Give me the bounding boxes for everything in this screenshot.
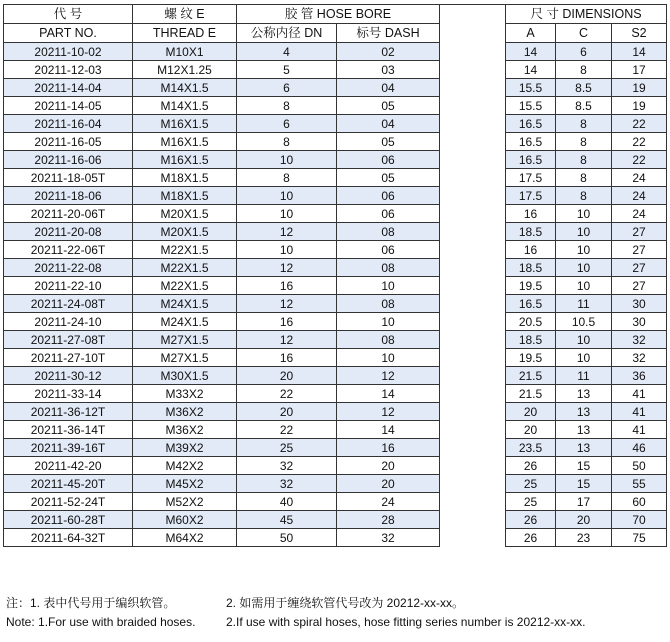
cell-dim-s2: 46 <box>612 439 667 457</box>
cell-thread: M18X1.5 <box>133 169 237 187</box>
cell-bore-dn: 10 <box>237 187 337 205</box>
table-row <box>4 277 667 295</box>
cell-bore-dn: 22 <box>237 385 337 403</box>
cell-dim-a: 19.5 <box>506 349 556 367</box>
cell-dim-s2: 55 <box>612 475 667 493</box>
column-gap <box>440 367 506 385</box>
cell-dim-a: 17.5 <box>506 169 556 187</box>
header-bore-dn: 公称内径 DN <box>237 24 337 43</box>
cell-dim-s2: 41 <box>612 403 667 421</box>
cell-dim-a: 19.5 <box>506 277 556 295</box>
cell-dim-s2: 30 <box>612 295 667 313</box>
cell-dim-c: 10 <box>556 241 612 259</box>
cell-part-no: 20211-18-06 <box>4 187 133 205</box>
cell-dim-a: 18.5 <box>506 259 556 277</box>
column-gap <box>440 493 506 511</box>
cell-part-no: 20211-30-12 <box>4 367 133 385</box>
cell-dim-a: 18.5 <box>506 331 556 349</box>
note-en-2: 2.If use with spiral hoses, hose fitting series number is 20212-xx-xx. <box>226 615 586 629</box>
column-gap <box>440 349 506 367</box>
cell-bore-dash: 20 <box>337 457 440 475</box>
cell-thread: M36X2 <box>133 403 237 421</box>
header-part-cn: 代 号 <box>4 5 133 24</box>
cell-bore-dash: 06 <box>337 205 440 223</box>
table-row <box>4 529 667 547</box>
note-cn-1: 注：1. 表中代号用于编织软管。 <box>6 596 176 610</box>
cell-part-no: 20211-24-08T <box>4 295 133 313</box>
cell-bore-dash: 24 <box>337 493 440 511</box>
cell-dim-c: 10 <box>556 223 612 241</box>
cell-dim-c: 8 <box>556 151 612 169</box>
cell-dim-c: 10 <box>556 331 612 349</box>
cell-thread: M12X1.25 <box>133 61 237 79</box>
cell-dim-s2: 75 <box>612 529 667 547</box>
table-row <box>4 511 667 529</box>
cell-bore-dash: 05 <box>337 133 440 151</box>
cell-bore-dn: 5 <box>237 61 337 79</box>
cell-part-no: 20211-45-20T <box>4 475 133 493</box>
column-gap <box>440 5 506 43</box>
cell-bore-dn: 25 <box>237 439 337 457</box>
cell-part-no: 20211-36-14T <box>4 421 133 439</box>
cell-dim-c: 13 <box>556 385 612 403</box>
column-gap <box>440 457 506 475</box>
table-row <box>4 79 667 97</box>
cell-bore-dash: 10 <box>337 277 440 295</box>
cell-dim-s2: 22 <box>612 151 667 169</box>
cell-dim-a: 16 <box>506 241 556 259</box>
cell-part-no: 20211-16-06 <box>4 151 133 169</box>
cell-thread: M39X2 <box>133 439 237 457</box>
header-thread-cn: 螺 纹 E <box>133 5 237 24</box>
cell-dim-s2: 60 <box>612 493 667 511</box>
cell-bore-dn: 10 <box>237 241 337 259</box>
cell-dim-c: 11 <box>556 367 612 385</box>
cell-part-no: 20211-27-08T <box>4 331 133 349</box>
cell-dim-a: 26 <box>506 511 556 529</box>
cell-dim-s2: 22 <box>612 133 667 151</box>
cell-thread: M45X2 <box>133 475 237 493</box>
column-gap <box>440 421 506 439</box>
cell-bore-dash: 14 <box>337 385 440 403</box>
cell-bore-dash: 02 <box>337 43 440 61</box>
cell-dim-a: 14 <box>506 43 556 61</box>
cell-bore-dash: 12 <box>337 367 440 385</box>
cell-bore-dash: 16 <box>337 439 440 457</box>
cell-dim-a: 21.5 <box>506 367 556 385</box>
cell-bore-dash: 12 <box>337 403 440 421</box>
cell-thread: M22X1.5 <box>133 241 237 259</box>
cell-dim-s2: 22 <box>612 115 667 133</box>
cell-bore-dn: 16 <box>237 313 337 331</box>
cell-bore-dash: 08 <box>337 331 440 349</box>
cell-thread: M27X1.5 <box>133 349 237 367</box>
cell-dim-a: 16.5 <box>506 115 556 133</box>
header-dim-c: C <box>556 24 612 43</box>
cell-dim-s2: 30 <box>612 313 667 331</box>
cell-dim-c: 10 <box>556 349 612 367</box>
cell-bore-dash: 06 <box>337 241 440 259</box>
note-cn-2: 2. 如需用于缠绕软管代号改为 20212-xx-xx。 <box>226 596 465 610</box>
column-gap <box>440 205 506 223</box>
cell-thread: M36X2 <box>133 421 237 439</box>
cell-thread: M22X1.5 <box>133 277 237 295</box>
cell-bore-dash: 04 <box>337 79 440 97</box>
column-gap <box>440 79 506 97</box>
cell-bore-dn: 6 <box>237 115 337 133</box>
table-row <box>4 97 667 115</box>
cell-dim-a: 25 <box>506 475 556 493</box>
cell-part-no: 20211-64-32T <box>4 529 133 547</box>
cell-bore-dn: 22 <box>237 421 337 439</box>
cell-bore-dash: 06 <box>337 187 440 205</box>
cell-bore-dn: 32 <box>237 475 337 493</box>
cell-bore-dn: 12 <box>237 295 337 313</box>
cell-dim-s2: 32 <box>612 331 667 349</box>
table-row <box>4 259 667 277</box>
column-gap <box>440 331 506 349</box>
table-row <box>4 493 667 511</box>
cell-dim-s2: 70 <box>612 511 667 529</box>
cell-dim-s2: 24 <box>612 187 667 205</box>
cell-dim-s2: 50 <box>612 457 667 475</box>
cell-dim-a: 25 <box>506 493 556 511</box>
table-row <box>4 43 667 61</box>
table-row <box>4 367 667 385</box>
table-body <box>4 43 667 547</box>
cell-bore-dn: 10 <box>237 151 337 169</box>
cell-dim-c: 10 <box>556 205 612 223</box>
column-gap <box>440 403 506 421</box>
cell-dim-c: 8 <box>556 115 612 133</box>
column-gap <box>440 313 506 331</box>
table-row <box>4 61 667 79</box>
cell-bore-dn: 45 <box>237 511 337 529</box>
cell-dim-c: 10 <box>556 277 612 295</box>
cell-part-no: 20211-16-05 <box>4 133 133 151</box>
cell-part-no: 20211-27-10T <box>4 349 133 367</box>
header-part-en: PART NO. <box>4 24 133 43</box>
cell-bore-dash: 14 <box>337 421 440 439</box>
cell-bore-dash: 06 <box>337 151 440 169</box>
table-row <box>4 403 667 421</box>
cell-part-no: 20211-14-05 <box>4 97 133 115</box>
column-gap <box>440 295 506 313</box>
cell-bore-dn: 12 <box>237 259 337 277</box>
column-gap <box>440 241 506 259</box>
cell-thread: M27X1.5 <box>133 331 237 349</box>
cell-dim-a: 15.5 <box>506 97 556 115</box>
table-row <box>4 313 667 331</box>
cell-bore-dn: 10 <box>237 205 337 223</box>
table-row <box>4 331 667 349</box>
table-row <box>4 205 667 223</box>
cell-thread: M42X2 <box>133 457 237 475</box>
table-row <box>4 439 667 457</box>
header-dimensions: 尺 寸 DIMENSIONS <box>506 5 667 24</box>
cell-dim-s2: 41 <box>612 385 667 403</box>
cell-dim-s2: 19 <box>612 97 667 115</box>
cell-bore-dash: 04 <box>337 115 440 133</box>
cell-thread: M16X1.5 <box>133 133 237 151</box>
cell-part-no: 20211-39-16T <box>4 439 133 457</box>
header-hose-bore: 胶 管 HOSE BORE <box>237 5 440 24</box>
cell-dim-s2: 24 <box>612 169 667 187</box>
cell-dim-c: 23 <box>556 529 612 547</box>
cell-part-no: 20211-60-28T <box>4 511 133 529</box>
cell-bore-dn: 12 <box>237 331 337 349</box>
table-row <box>4 349 667 367</box>
cell-dim-a: 20 <box>506 421 556 439</box>
cell-bore-dash: 20 <box>337 475 440 493</box>
cell-bore-dn: 16 <box>237 349 337 367</box>
cell-bore-dn: 20 <box>237 403 337 421</box>
cell-part-no: 20211-22-10 <box>4 277 133 295</box>
cell-dim-s2: 27 <box>612 277 667 295</box>
cell-dim-s2: 27 <box>612 241 667 259</box>
cell-bore-dash: 08 <box>337 223 440 241</box>
cell-thread: M18X1.5 <box>133 187 237 205</box>
cell-bore-dash: 05 <box>337 169 440 187</box>
cell-thread: M24X1.5 <box>133 295 237 313</box>
column-gap <box>440 385 506 403</box>
table-row <box>4 295 667 313</box>
cell-dim-a: 18.5 <box>506 223 556 241</box>
cell-dim-a: 16 <box>506 205 556 223</box>
header-dim-s2: S2 <box>612 24 667 43</box>
cell-part-no: 20211-10-02 <box>4 43 133 61</box>
cell-part-no: 20211-42-20 <box>4 457 133 475</box>
cell-bore-dn: 20 <box>237 367 337 385</box>
cell-bore-dash: 08 <box>337 259 440 277</box>
cell-part-no: 20211-33-14 <box>4 385 133 403</box>
cell-part-no: 20211-20-08 <box>4 223 133 241</box>
cell-dim-s2: 27 <box>612 259 667 277</box>
cell-part-no: 20211-36-12T <box>4 403 133 421</box>
notes-section <box>6 594 666 632</box>
cell-part-no: 20211-20-06T <box>4 205 133 223</box>
cell-part-no: 20211-14-04 <box>4 79 133 97</box>
cell-bore-dn: 12 <box>237 223 337 241</box>
cell-dim-s2: 32 <box>612 349 667 367</box>
cell-dim-c: 8.5 <box>556 97 612 115</box>
table-row <box>4 385 667 403</box>
cell-thread: M24X1.5 <box>133 313 237 331</box>
cell-dim-a: 23.5 <box>506 439 556 457</box>
cell-dim-a: 21.5 <box>506 385 556 403</box>
cell-bore-dash: 10 <box>337 313 440 331</box>
cell-part-no: 20211-16-04 <box>4 115 133 133</box>
cell-dim-c: 10.5 <box>556 313 612 331</box>
column-gap <box>440 223 506 241</box>
cell-bore-dash: 08 <box>337 295 440 313</box>
table-row <box>4 169 667 187</box>
cell-dim-c: 8 <box>556 187 612 205</box>
cell-dim-c: 13 <box>556 403 612 421</box>
cell-bore-dash: 28 <box>337 511 440 529</box>
table-row <box>4 475 667 493</box>
table-header <box>4 5 667 43</box>
column-gap <box>440 511 506 529</box>
table-row <box>4 223 667 241</box>
cell-dim-a: 26 <box>506 529 556 547</box>
table-row <box>4 151 667 169</box>
cell-bore-dn: 8 <box>237 133 337 151</box>
cell-bore-dn: 50 <box>237 529 337 547</box>
column-gap <box>440 187 506 205</box>
column-gap <box>440 151 506 169</box>
cell-dim-c: 6 <box>556 43 612 61</box>
cell-thread: M14X1.5 <box>133 79 237 97</box>
cell-bore-dn: 4 <box>237 43 337 61</box>
cell-bore-dn: 40 <box>237 493 337 511</box>
cell-dim-c: 8 <box>556 169 612 187</box>
notes-english <box>6 613 666 632</box>
cell-part-no: 20211-52-24T <box>4 493 133 511</box>
cell-part-no: 20211-22-08 <box>4 259 133 277</box>
cell-bore-dash: 32 <box>337 529 440 547</box>
cell-bore-dn: 32 <box>237 457 337 475</box>
column-gap <box>440 277 506 295</box>
table-row <box>4 421 667 439</box>
cell-bore-dn: 8 <box>237 169 337 187</box>
cell-thread: M64X2 <box>133 529 237 547</box>
cell-thread: M20X1.5 <box>133 205 237 223</box>
cell-part-no: 20211-24-10 <box>4 313 133 331</box>
column-gap <box>440 529 506 547</box>
cell-dim-c: 8 <box>556 133 612 151</box>
table-row <box>4 241 667 259</box>
cell-dim-a: 15.5 <box>506 79 556 97</box>
header-bore-dash: 标号 DASH <box>337 24 440 43</box>
cell-dim-s2: 27 <box>612 223 667 241</box>
table-row <box>4 187 667 205</box>
cell-dim-s2: 41 <box>612 421 667 439</box>
column-gap <box>440 169 506 187</box>
column-gap <box>440 43 506 61</box>
cell-dim-c: 20 <box>556 511 612 529</box>
header-dim-a: A <box>506 24 556 43</box>
cell-dim-c: 15 <box>556 457 612 475</box>
cell-bore-dash: 10 <box>337 349 440 367</box>
cell-thread: M60X2 <box>133 511 237 529</box>
cell-thread: M20X1.5 <box>133 223 237 241</box>
column-gap <box>440 97 506 115</box>
cell-bore-dn: 8 <box>237 97 337 115</box>
cell-bore-dash: 03 <box>337 61 440 79</box>
header-thread-en: THREAD E <box>133 24 237 43</box>
cell-dim-c: 8.5 <box>556 79 612 97</box>
cell-thread: M22X1.5 <box>133 259 237 277</box>
cell-thread: M30X1.5 <box>133 367 237 385</box>
cell-bore-dn: 6 <box>237 79 337 97</box>
cell-bore-dn: 16 <box>237 277 337 295</box>
cell-dim-a: 20.5 <box>506 313 556 331</box>
cell-dim-a: 16.5 <box>506 151 556 169</box>
cell-dim-s2: 14 <box>612 43 667 61</box>
cell-part-no: 20211-12-03 <box>4 61 133 79</box>
column-gap <box>440 475 506 493</box>
cell-dim-a: 14 <box>506 61 556 79</box>
cell-dim-s2: 24 <box>612 205 667 223</box>
column-gap <box>440 133 506 151</box>
cell-thread: M16X1.5 <box>133 151 237 169</box>
column-gap <box>440 439 506 457</box>
column-gap <box>440 259 506 277</box>
cell-dim-a: 17.5 <box>506 187 556 205</box>
cell-bore-dash: 05 <box>337 97 440 115</box>
cell-dim-c: 15 <box>556 475 612 493</box>
hose-fitting-spec-table <box>3 4 667 547</box>
cell-thread: M16X1.5 <box>133 115 237 133</box>
cell-dim-c: 17 <box>556 493 612 511</box>
table-row <box>4 115 667 133</box>
column-gap <box>440 61 506 79</box>
table-row <box>4 457 667 475</box>
notes-chinese <box>6 594 666 613</box>
column-gap <box>440 115 506 133</box>
note-en-1: Note: 1.For use with braided hoses. <box>6 615 196 629</box>
cell-part-no: 20211-22-06T <box>4 241 133 259</box>
cell-thread: M33X2 <box>133 385 237 403</box>
cell-part-no: 20211-18-05T <box>4 169 133 187</box>
cell-dim-a: 16.5 <box>506 295 556 313</box>
cell-dim-c: 10 <box>556 259 612 277</box>
cell-dim-s2: 36 <box>612 367 667 385</box>
cell-dim-a: 26 <box>506 457 556 475</box>
cell-thread: M52X2 <box>133 493 237 511</box>
cell-dim-s2: 17 <box>612 61 667 79</box>
cell-dim-c: 8 <box>556 61 612 79</box>
table-row <box>4 133 667 151</box>
cell-thread: M14X1.5 <box>133 97 237 115</box>
cell-dim-a: 16.5 <box>506 133 556 151</box>
cell-dim-c: 11 <box>556 295 612 313</box>
cell-dim-s2: 19 <box>612 79 667 97</box>
cell-dim-a: 20 <box>506 403 556 421</box>
cell-dim-c: 13 <box>556 439 612 457</box>
spec-table-container <box>3 4 666 547</box>
cell-dim-c: 13 <box>556 421 612 439</box>
cell-thread: M10X1 <box>133 43 237 61</box>
